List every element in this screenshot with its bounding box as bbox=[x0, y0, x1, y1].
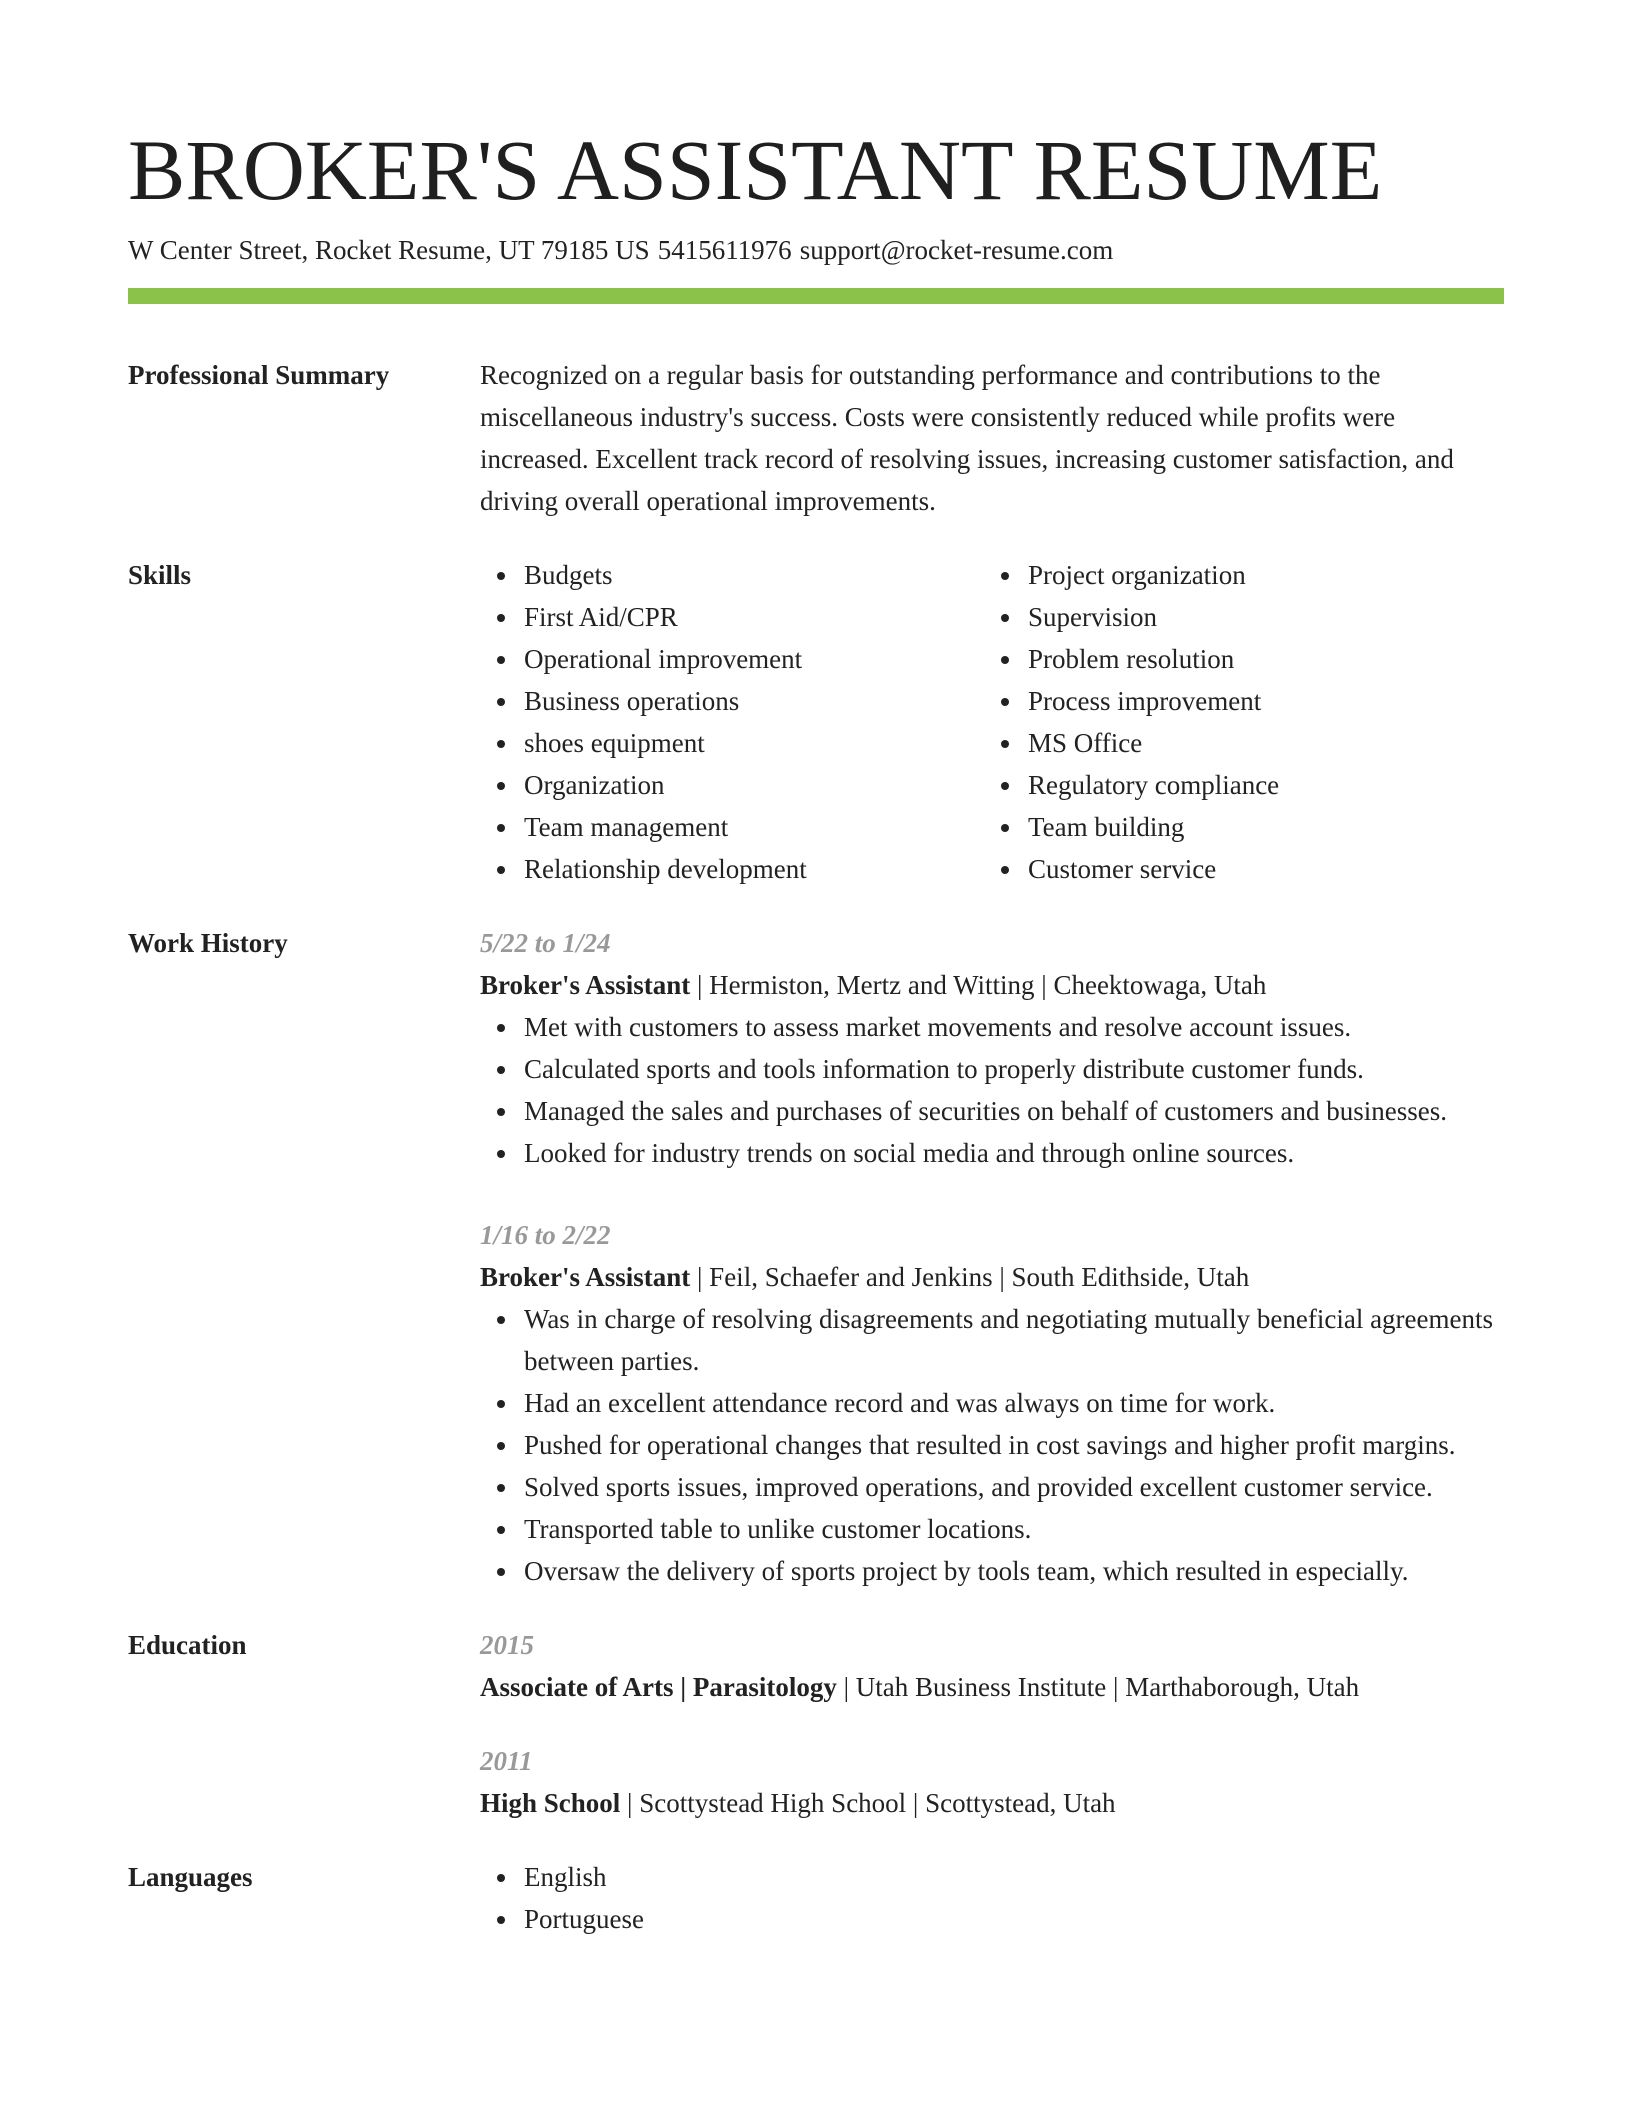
contact-line bbox=[128, 232, 1504, 268]
skill-item: shoes equipment bbox=[524, 722, 984, 764]
education-label: Education bbox=[128, 1630, 247, 1660]
job-duty: Oversaw the delivery of sports project by tools team, which resulted in especially. bbox=[524, 1550, 1504, 1592]
job-title: Broker's Assistant bbox=[480, 970, 691, 1000]
education-heading bbox=[480, 1782, 1504, 1824]
summary-label: Professional Summary bbox=[128, 360, 390, 390]
work-history-body bbox=[480, 922, 1504, 1592]
skill-item: Supervision bbox=[1028, 596, 1504, 638]
job-duty: Solved sports issues, improved operations, and provided excellent customer service. bbox=[524, 1466, 1504, 1508]
job-duty: Was in charge of resolving disagreements and negotiating mutually beneficial agreements between parties. bbox=[524, 1298, 1504, 1382]
education-entry bbox=[480, 1624, 1504, 1708]
education-degree: High School bbox=[480, 1788, 621, 1818]
job-dates: 1/16 to 2/22 bbox=[480, 1220, 611, 1250]
resume-page bbox=[128, 120, 1504, 1940]
job-duty: Met with customers to assess market movements and resolve account issues. bbox=[524, 1006, 1504, 1048]
job-duty: Calculated sports and tools information to properly distribute customer funds. bbox=[524, 1048, 1504, 1090]
skill-item: First Aid/CPR bbox=[524, 596, 984, 638]
job-duties bbox=[480, 1006, 1504, 1174]
language-item: Portuguese bbox=[524, 1898, 1504, 1940]
skill-item: Regulatory compliance bbox=[1028, 764, 1504, 806]
contact-email: support@rocket-resume.com bbox=[799, 235, 1114, 265]
skill-item: MS Office bbox=[1028, 722, 1504, 764]
skill-item: Process improvement bbox=[1028, 680, 1504, 722]
header-divider bbox=[128, 288, 1504, 304]
skills-label: Skills bbox=[128, 560, 192, 590]
job-employer: | Feil, Schaefer and Jenkins | South Edithside, Utah bbox=[690, 1262, 1250, 1292]
work-history-label: Work History bbox=[128, 928, 288, 958]
job-duties bbox=[480, 1298, 1504, 1592]
skills-body bbox=[480, 554, 1504, 890]
education-section bbox=[128, 1624, 1504, 1824]
skill-item: Budgets bbox=[524, 554, 984, 596]
resume-title: BROKER'S ASSISTANT RESUME bbox=[128, 122, 1383, 218]
education-school: | Utah Business Institute | Marthaborough, Utah bbox=[836, 1672, 1360, 1702]
skills-column-right bbox=[984, 554, 1504, 890]
skill-item: Customer service bbox=[1028, 848, 1504, 890]
skill-item: Business operations bbox=[524, 680, 984, 722]
skill-item: Organization bbox=[524, 764, 984, 806]
education-degree: Associate of Arts | Parasitology bbox=[480, 1672, 837, 1702]
language-item: English bbox=[524, 1856, 1504, 1898]
skills-section bbox=[128, 554, 1504, 890]
job-employer: | Hermiston, Mertz and Witting | Cheektowaga, Utah bbox=[690, 970, 1267, 1000]
skill-item: Problem resolution bbox=[1028, 638, 1504, 680]
languages-body bbox=[480, 1856, 1504, 1940]
job-entry bbox=[480, 1214, 1504, 1592]
languages-list bbox=[480, 1856, 1504, 1940]
education-heading bbox=[480, 1666, 1504, 1708]
skill-item: Operational improvement bbox=[524, 638, 984, 680]
education-year: 2015 bbox=[480, 1630, 534, 1660]
summary-text: Recognized on a regular basis for outstanding performance and contributions to the miscellaneous industry's success. Costs were consistently reduced while profits were increased. Excellent track record of resolving issues, increasing customer satisfaction, and driving overall operational improvements. bbox=[480, 360, 1454, 516]
job-duty: Had an excellent attendance record and was always on time for work. bbox=[524, 1382, 1504, 1424]
languages-label: Languages bbox=[128, 1862, 253, 1892]
job-duty: Transported table to unlike customer locations. bbox=[524, 1508, 1504, 1550]
education-school: | Scottystead High School | Scottystead, Utah bbox=[620, 1788, 1116, 1818]
skill-item: Project organization bbox=[1028, 554, 1504, 596]
job-duty: Looked for industry trends on social media and through online sources. bbox=[524, 1132, 1504, 1174]
job-entry bbox=[480, 922, 1504, 1174]
skill-item: Relationship development bbox=[524, 848, 984, 890]
skill-item: Team building bbox=[1028, 806, 1504, 848]
summary-section bbox=[128, 354, 1504, 522]
contact-address: W Center Street, Rocket Resume, UT 79185 US bbox=[128, 235, 650, 265]
skill-item: Team management bbox=[524, 806, 984, 848]
job-heading bbox=[480, 964, 1504, 1006]
education-year: 2011 bbox=[480, 1746, 533, 1776]
job-dates: 5/22 to 1/24 bbox=[480, 928, 611, 958]
education-body bbox=[480, 1624, 1504, 1824]
job-title: Broker's Assistant bbox=[480, 1262, 691, 1292]
job-duty: Pushed for operational changes that resulted in cost savings and higher profit margins. bbox=[524, 1424, 1504, 1466]
skills-column-left bbox=[480, 554, 984, 890]
languages-section bbox=[128, 1856, 1504, 1940]
contact-phone: 5415611976 bbox=[657, 235, 792, 265]
job-duty: Managed the sales and purchases of securities on behalf of customers and businesses. bbox=[524, 1090, 1504, 1132]
job-heading bbox=[480, 1256, 1504, 1298]
work-history-section bbox=[128, 922, 1504, 1592]
education-entry bbox=[480, 1740, 1504, 1824]
summary-body bbox=[480, 354, 1504, 522]
